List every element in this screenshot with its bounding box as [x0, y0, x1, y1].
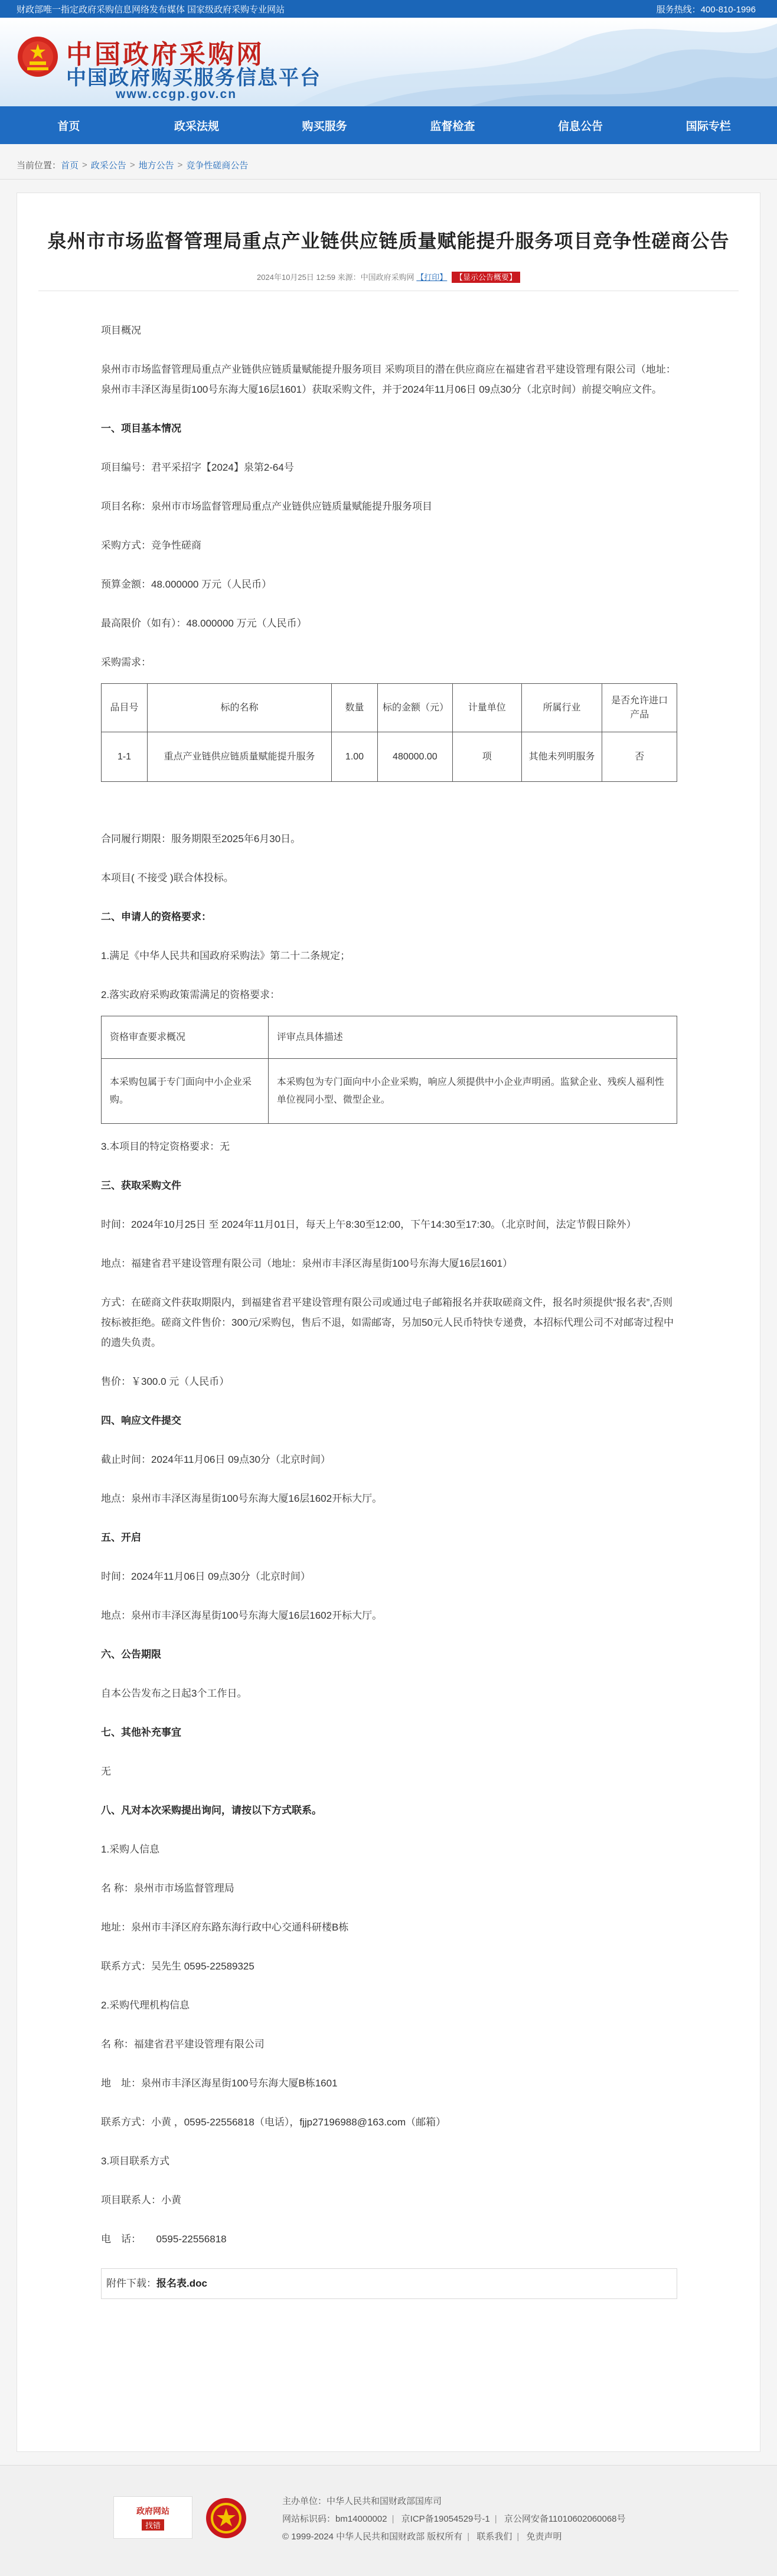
project-contact-phone: 电 话： 0595-22556818: [101, 2233, 227, 2245]
section-4-heading: 四、响应文件提交: [101, 1415, 181, 1426]
agency-contact: 联系方式：小黄 ，0595-22556818（电话），fjjp27196988@163.com（邮箱）: [101, 2117, 446, 2128]
footer-police-link[interactable]: 京公网安备11010602060068号: [504, 2514, 626, 2524]
qualification-2: 2.落实政府采购政策需满足的资格要求：: [101, 989, 280, 1000]
submission-place: 地点：泉州市丰泽区海星街100号东海大厦16层1602开标大厅。: [101, 1493, 383, 1504]
report-error-line1: 政府网站: [136, 2506, 169, 2516]
section-5-heading: 五、开启: [101, 1532, 141, 1543]
report-error-line2: 找错: [142, 2519, 164, 2531]
footer-site-code: 网站标识码：bm14000002: [282, 2514, 387, 2524]
attachment-download-link[interactable]: 报名表.doc: [156, 2278, 207, 2289]
overview-heading: 项目概况: [101, 325, 141, 336]
show-summary-button[interactable]: 【显示公告概要】: [452, 272, 520, 283]
agency-name: 名 称：福建省君平建设管理有限公司: [101, 2039, 265, 2050]
submission-deadline: 截止时间：2024年11月06日 09点30分（北京时间）: [101, 1454, 331, 1465]
cell-unit: 项: [452, 732, 521, 782]
project-contact-heading: 3.项目联系方式: [101, 2156, 170, 2167]
col-quantity: 数量: [332, 684, 378, 732]
items-table: [101, 683, 677, 782]
purchaser-address: 地址：泉州市丰泽区府东路东海行政中心交通科研楼B栋: [101, 1922, 349, 1933]
attachment-box: [101, 2268, 677, 2299]
breadcrumb-separator: >: [177, 160, 183, 170]
max-price: 最高限价（如有）：48.000000 万元（人民币）: [101, 618, 307, 629]
document-price: 售价：￥300.0 元（人民币）: [101, 1376, 230, 1387]
nav-international[interactable]: 国际专栏: [685, 120, 731, 133]
banner-wave-graphic: [293, 18, 777, 106]
nav-supervision[interactable]: 监督检查: [430, 120, 475, 133]
site-title: 中国政府采购网: [66, 40, 265, 70]
agency-address: 地 址：泉州市丰泽区海星街100号东海大厦B栋1601: [101, 2078, 338, 2089]
col-review-overview: 资格审查要求概况: [102, 1016, 269, 1059]
section-3-heading: 三、获取采购文件: [101, 1180, 181, 1191]
cell-target-name: 重点产业链供应链质量赋能提升服务: [148, 732, 332, 782]
breadcrumb-prefix: 当前位置：: [17, 161, 61, 171]
breadcrumb-consultation-notices[interactable]: 竞争性磋商公告: [186, 161, 249, 171]
col-import-allowed: 是否允许进口产品: [602, 684, 677, 732]
report-error-badge[interactable]: [113, 2496, 192, 2539]
cell-review-description: 本采购包为专门面向中小企业采购，响应人须提供中小企业声明函。监狱企业、残疾人福利性单位视同小型、微型企业。: [268, 1059, 677, 1124]
col-target-name: 标的名称: [148, 684, 332, 732]
agency-info-heading: 2.采购代理机构信息: [101, 2000, 190, 2011]
breadcrumb-separator: >: [82, 160, 87, 170]
project-number: 项目编号：君平采招字【2024】泉第2-64号: [101, 462, 294, 473]
article-title: 泉州市市场监督管理局重点产业链供应链质量赋能提升服务项目竞争性磋商公告: [47, 230, 730, 252]
breadcrumb-procurement-notices[interactable]: 政采公告: [90, 161, 126, 171]
section-8-heading: 八、凡对本次采购提出询问，请按以下方式联系。: [101, 1805, 322, 1816]
purchaser-name: 名 称：泉州市市场监督管理局: [101, 1883, 234, 1894]
project-name: 项目名称：泉州市市场监督管理局重点产业链供应链质量赋能提升服务项目: [101, 501, 432, 512]
obtain-place: 地点：福建省君平建设管理有限公司（地址：泉州市丰泽区海星街100号东海大厦16层1601）: [101, 1258, 513, 1269]
cell-quantity: 1.00: [332, 732, 378, 782]
col-item-no: 品目号: [102, 684, 148, 732]
article-meta: [17, 271, 760, 282]
overview-text: 泉州市市场监督管理局重点产业链供应链质量赋能提升服务项目 采购项目的潜在供应商应在福建省君平建设管理有限公司（地址：泉州市丰泽区海星街100号东海大厦16层1601）获取采购文件，并于2024年11月06日 09点30分（北京时间）前提交响应文件。: [101, 364, 676, 395]
qualification-3: 3.本项目的特定资格要求：无: [101, 1141, 230, 1152]
col-industry: 所属行业: [521, 684, 602, 732]
article-body: [17, 291, 760, 2299]
service-hotline: 服务热线：400-810-1996: [656, 4, 756, 15]
site-footer: [0, 2465, 777, 2576]
section-7-heading: 七、其他补充事宜: [101, 1727, 181, 1738]
footer-icp-link[interactable]: 京ICP备19054529号-1: [401, 2514, 490, 2524]
top-strip-tagline: 财政部唯一指定政府采购信息网络发布媒体 国家级政府采购专业网站: [17, 4, 285, 15]
footer-host: 主办单位：中华人民共和国财政部国库司: [282, 2496, 442, 2506]
top-strip: [0, 0, 777, 18]
section-2-heading: 二、申请人的资格要求：: [101, 911, 211, 922]
breadcrumb-home[interactable]: 首页: [61, 161, 79, 171]
col-review-description: 评审点具体描述: [268, 1016, 677, 1059]
article: [17, 193, 760, 2452]
notice-period: 自本公告发布之日起3个工作日。: [101, 1688, 247, 1699]
budget-amount: 预算金额：48.000000 万元（人民币）: [101, 579, 272, 590]
obtain-time: 时间：2024年10月25日 至 2024年11月01日，每天上午8:30至12:00，下午14:30至17:30。（北京时间，法定节假日除外）: [101, 1219, 636, 1230]
article-source: 来源：中国政府采购网: [337, 273, 414, 282]
section-1-heading: 一、项目基本情况: [101, 423, 181, 434]
cell-review-overview: 本采购包属于专门面向中小企业采购。: [102, 1059, 269, 1124]
purchaser-contact: 联系方式：吴先生 0595-22589325: [101, 1961, 254, 1972]
nav-purchase-services[interactable]: 购买服务: [302, 120, 347, 133]
site-subtitle: 中国政府购买服务信息平台: [66, 66, 321, 90]
col-unit: 计量单位: [452, 684, 521, 732]
breadcrumb-separator: >: [129, 160, 135, 170]
obtain-method: 方式：在磋商文件获取期限内，到福建省君平建设管理有限公司或通过电子邮箱报名并获取磋商文件，报名时须提供“报名表”,否则按标被拒绝。磋商文件售价：300元/采购包，售后不退，如需邮寄，另加50元人民币特快专递费，本招标代理公司不对邮寄过程中的遗失负责。: [101, 1297, 674, 1348]
breadcrumb: [0, 151, 777, 180]
contract-period: 合同履行期限：服务期限至2025年6月30日。: [101, 833, 301, 844]
cell-industry: 其他未列明服务: [521, 732, 602, 782]
other-matters: 无: [101, 1766, 111, 1777]
publish-date: 2024年10月25日 12:59: [257, 273, 336, 282]
print-link[interactable]: 【打印】: [416, 273, 448, 282]
footer-info: 主办单位：中华人民共和国财政部国库司 网站标识码：bm14000002 | 京ICP备19054529号-1 | 京公网安备11010602060068号 © 1999-2024 中华人民共和国财政部 版权所有 | 联系我们 | 免责声明: [282, 2493, 626, 2546]
cell-amount: 480000.00: [378, 732, 453, 782]
breadcrumb-local-notices[interactable]: 地方公告: [138, 161, 174, 171]
opening-time: 时间：2024年11月06日 09点30分（北京时间）: [101, 1571, 311, 1582]
footer-copyright: © 1999-2024 中华人民共和国财政部 版权所有: [282, 2532, 463, 2542]
procurement-method: 采购方式：竞争性磋商: [101, 540, 201, 551]
nav-announcements[interactable]: 信息公告: [558, 120, 603, 133]
cell-item-no: 1-1: [102, 732, 148, 782]
table-row: [102, 732, 677, 782]
footer-contact-link[interactable]: 联系我们: [476, 2532, 512, 2542]
section-6-heading: 六、公告期限: [101, 1649, 161, 1660]
national-emblem-icon: [17, 35, 59, 78]
items-table-header: [102, 684, 677, 732]
main-nav: [0, 106, 777, 144]
qualification-table: [101, 1016, 677, 1124]
requirement-label: 采购需求：: [101, 657, 151, 668]
cell-import-allowed: 否: [602, 732, 677, 782]
project-contact-person: 项目联系人：小黄: [101, 2195, 181, 2206]
nav-home[interactable]: 首页: [57, 120, 80, 133]
attachment-label: 附件下载：: [106, 2278, 156, 2289]
footer-disclaimer-link[interactable]: 免责声明: [526, 2532, 562, 2542]
opening-place: 地点：泉州市丰泽区海星街100号东海大厦16层1602开标大厅。: [101, 1610, 383, 1621]
site-url: www.ccgp.gov.cn: [116, 87, 237, 101]
nav-regulations[interactable]: 政采法规: [174, 120, 220, 133]
purchaser-info-heading: 1.采购人信息: [101, 1844, 160, 1855]
party-government-badge-icon[interactable]: [204, 2496, 248, 2540]
table-row: [102, 1059, 677, 1124]
col-amount: 标的金额（元）: [378, 684, 453, 732]
consortium-note: 本项目( 不接受 )联合体投标。: [101, 872, 234, 883]
site-banner: [0, 18, 777, 106]
qualification-1: 1.满足《中华人民共和国政府采购法》第二十二条规定；: [101, 950, 351, 961]
qualification-table-header: [102, 1016, 677, 1059]
